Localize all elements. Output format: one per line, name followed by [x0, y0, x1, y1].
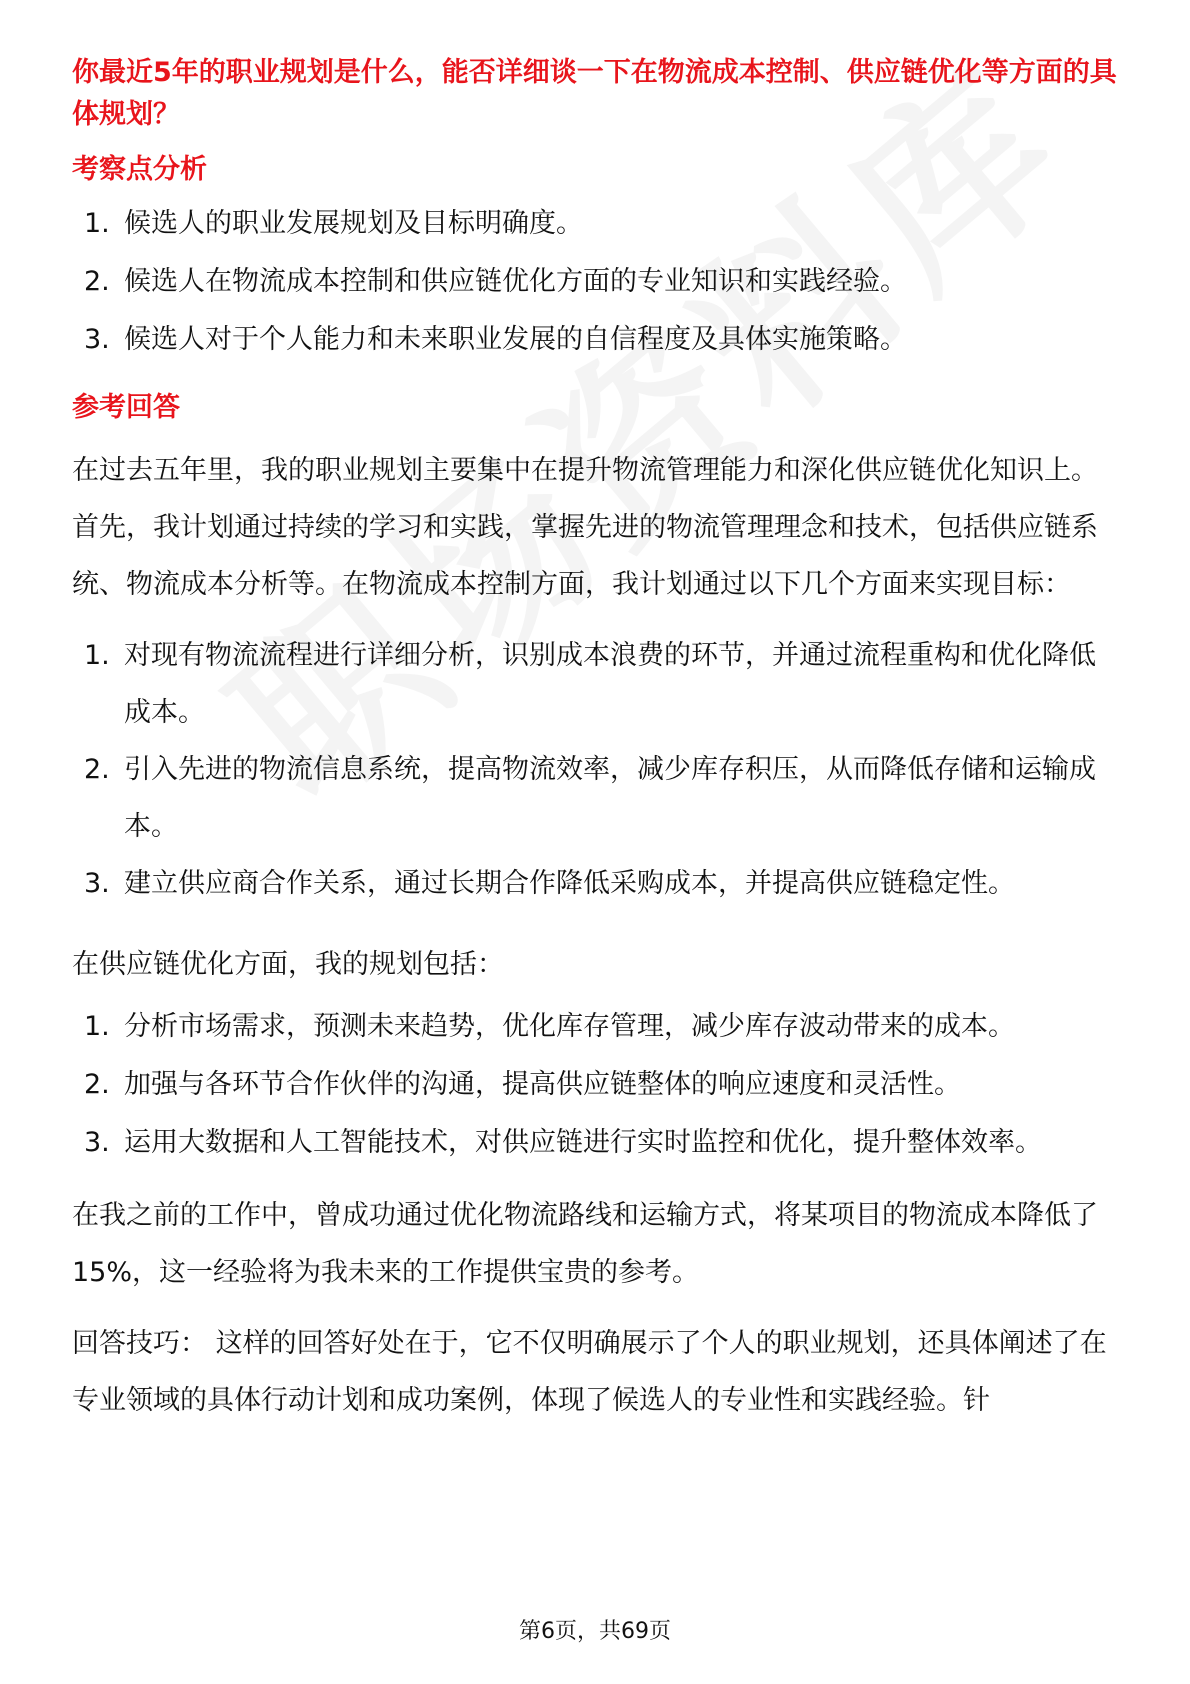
page-number: 第6页，共69页 — [519, 1619, 671, 1644]
list-item: 1. 候选人的职业发展规划及目标明确度。 — [84, 208, 583, 239]
list-item: 2. 加强与各环节合作伙伴的沟通，提高供应链整体的响应速度和灵活性。 — [84, 1069, 961, 1100]
answer-intro: 在过去五年里，我的职业规划主要集中在提升物流管理能力和深化供应链优化知识上。首先，我计划通过持续的学习和实践，掌握先进的物流管理理念和技术，包括供应链系统、物流成本分析等。在物流成本控制方面，我计划通过以下几个方面来实现目标： — [72, 455, 1098, 600]
list-item: 3. 建立供应商合作关系，通过长期合作降低采购成本，并提高供应链稳定性。 — [84, 868, 1015, 899]
list-item: 1. 分析市场需求，预测未来趋势，优化库存管理，减少库存波动带来的成本。 — [84, 1011, 1015, 1042]
list-item: 2. 候选人在物流成本控制和供应链优化方面的专业知识和实践经验。 — [84, 266, 907, 297]
experience-paragraph: 在我之前的工作中，曾成功通过优化物流路线和运输方式，将某项目的物流成本降低了15%，这一经验将为我未来的工作提供宝贵的参考。 — [72, 1200, 1098, 1288]
list-item: 3. 运用大数据和人工智能技术，对供应链进行实时监控和优化，提升整体效率。 — [84, 1127, 1042, 1158]
cost-control-list — [72, 627, 1122, 912]
list-item: 1. 对现有物流流程进行详细分析，识别成本浪费的环节，并通过流程重构和优化降低成本。 — [84, 640, 1096, 728]
analysis-list — [72, 204, 1122, 360]
list-item: 3. 候选人对于个人能力和未来职业发展的自信程度及具体实施策略。 — [84, 324, 907, 355]
answer-heading: 参考回答 — [72, 392, 180, 423]
supply-chain-intro: 在供应链优化方面，我的规划包括： — [72, 949, 504, 980]
tips-paragraph: 回答技巧： 这样的回答好处在于，它不仅明确展示了个人的职业规划，还具体阐述了在专业领域的具体行动计划和成功案例，体现了候选人的专业性和实践经验。针 — [72, 1328, 1107, 1416]
supply-chain-list — [72, 1007, 1122, 1163]
question-title: 你最近5年的职业规划是什么，能否详细谈一下在物流成本控制、供应链优化等方面的具体规划？ — [72, 57, 1117, 130]
document-page — [72, 52, 1122, 1443]
list-item: 2. 引入先进的物流信息系统，提高物流效率，减少库存积压，从而降低存储和运输成本。 — [84, 754, 1096, 842]
analysis-heading: 考察点分析 — [72, 154, 207, 185]
